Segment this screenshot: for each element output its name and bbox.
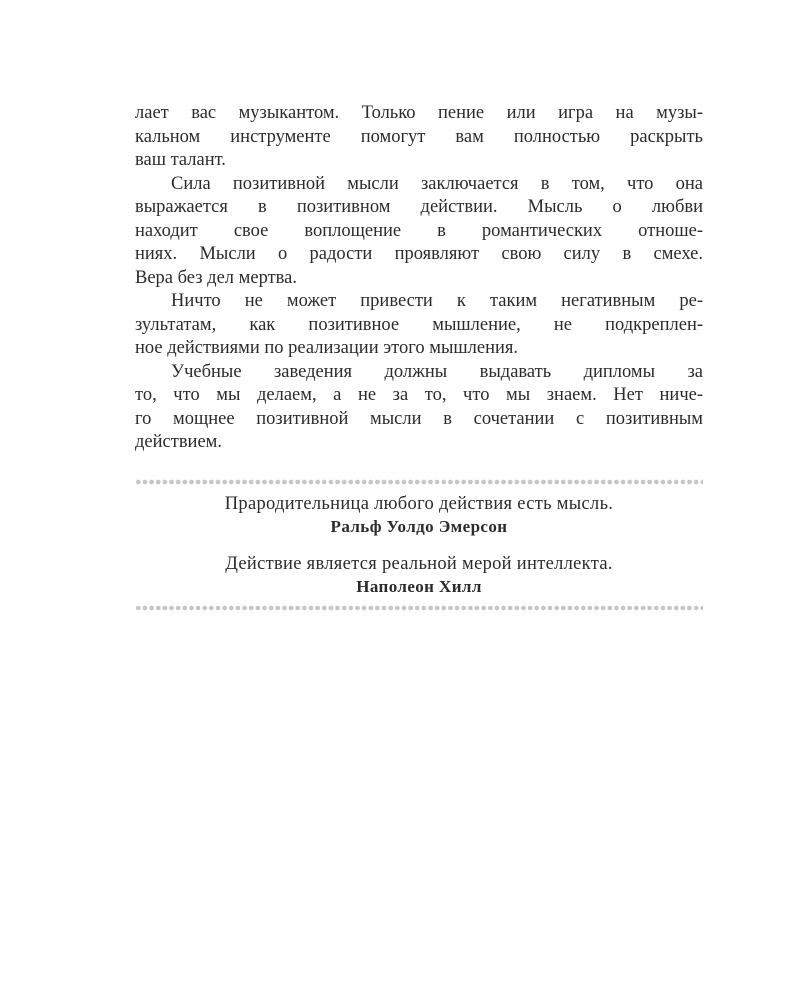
dotted-divider-bottom (135, 605, 703, 611)
text-line: то, что мы делаем, а не за то, что мы знаем. Нет ниче- (135, 385, 703, 405)
text-line: Вера без дел мертва. (135, 267, 297, 288)
text-line: ниях. Мысли о радости проявляют свою силу в смехе. (135, 244, 703, 264)
text-line: Ничто не может привести к таким негативным ре- (171, 291, 703, 311)
quote-block (135, 492, 703, 538)
text-line: Сила позитивной мысли заключается в том, что она (171, 173, 703, 194)
quote-text: Действие является реальной мерой интеллекта. (225, 554, 613, 574)
text-line: го мощнее позитивной мысли в сочетании с позитивным (135, 408, 703, 429)
text-line: находит свое воплощение в романтических отноше- (135, 220, 703, 241)
quote-author: Ральф Уолдо Эмерсон (330, 517, 508, 536)
text-line: ваш талант. (135, 150, 226, 170)
quote-text: Прародительница любого действия есть мысль. (224, 494, 614, 514)
body-text (135, 102, 703, 455)
text-line: выражается в позитивном действии. Мысль о любви (135, 197, 703, 217)
text-line: лает вас музыкантом. Только пение или игра на музы- (135, 103, 703, 123)
quote-author: Наполеон Хилл (356, 577, 482, 596)
text-line: кальном инструменте помогут вам полностью раскрыть (135, 126, 703, 147)
quote-block (135, 552, 703, 598)
text-line: действием. (135, 432, 222, 452)
dotted-divider-top (135, 479, 703, 485)
text-line: ное действиями по реализации этого мышления. (135, 338, 519, 358)
text-line: Учебные заведения должны выдавать дипломы за (171, 361, 703, 382)
text-line: зультатам, как позитивное мышление, не подкреплен- (135, 314, 703, 335)
